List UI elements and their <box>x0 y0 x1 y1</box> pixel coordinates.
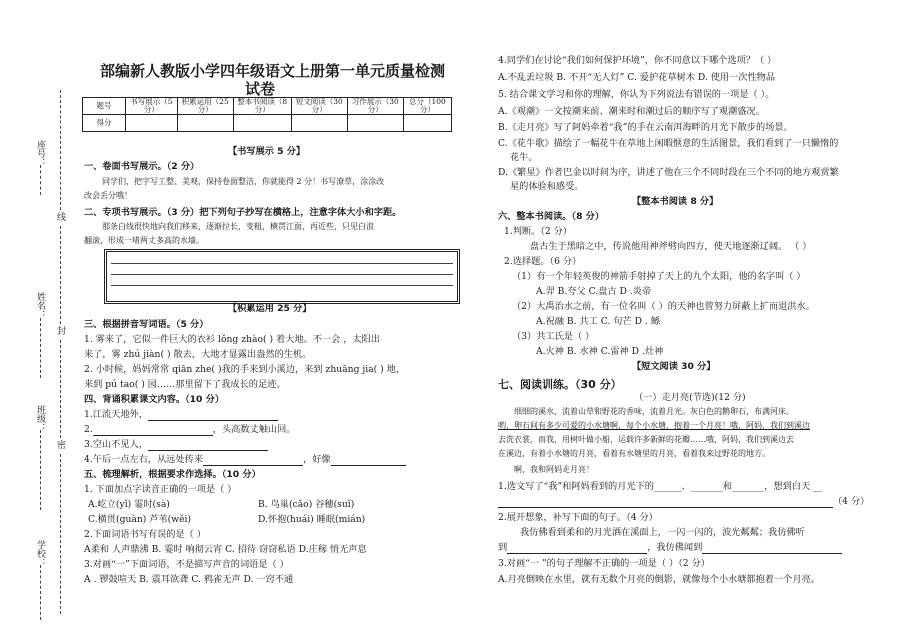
option-d[interactable]: D.怀抱(huái) 睡眠(mián) <box>258 514 366 525</box>
answer-blank[interactable] <box>702 542 842 554</box>
copy-writing-box[interactable] <box>104 249 460 304</box>
option-c[interactable]: C.《花牛歌》描绘了一幅花牛在草地上闲暇惬意的生活图景，我们看到了一只懒惰的 <box>498 138 839 149</box>
recite-prompt: 4.午后一点左右，从远处传来 <box>84 454 204 465</box>
option-b[interactable]: B.《走月亮》写了阿妈牵着“我”的手在云南洱海畔的月光下散步的场景。 <box>498 122 793 133</box>
answer-line <box>498 542 842 554</box>
mi-char: 密 <box>55 440 65 449</box>
question-text: 1. 雾来了，它似一件巨大的衣衫 lǒng zhào( ) 着大地。不一会 ，太阳出 <box>84 334 380 345</box>
table-header: 积累运用（25分） <box>177 98 233 115</box>
question-heading: 四、背诵积累课文内容。（10 分） <box>84 394 225 405</box>
question-text: 来了，雾 zhú jiàn( ) 散去，大地才显露出盎然的生机。 <box>84 349 312 360</box>
option-c-cont: 花牛。 <box>510 152 538 163</box>
question-text: （1）有一个年轻英俊的神箭手射掉了天上的九个太阳，他的名字叫（ ） <box>512 271 806 282</box>
question-text: 同学们，把字写工整、美观，保持卷面整洁，你就能得 2 分！书写潦草，涂涂改 <box>102 177 385 186</box>
table-row <box>83 98 452 115</box>
question-text <box>84 409 278 421</box>
page-title: 部编新人教版小学四年级语文上册第一单元质量检测 <box>100 62 446 80</box>
answer-blank[interactable] <box>507 542 647 554</box>
option-row[interactable]: A . 锣鼓喧天 B. 震耳欲聋 C. 鸦雀无声 D. 一窍不通 <box>84 574 294 585</box>
answer-blank[interactable] <box>148 409 278 421</box>
question-text: 2.展开想象，补写下面的句子。（4 分） <box>498 512 658 523</box>
question-text: 2. 小时候，妈妈常常 qiān zhe( )我的手来到小溪边，来到 zhuāng jia( ) 地， <box>84 364 406 375</box>
score-cell[interactable] <box>126 115 178 132</box>
table-row <box>83 115 452 132</box>
passage-text: 细细的溪水，流着山草和野花的香味，流着月光。灰白色的鹅卵石，布满河床。 <box>514 407 794 416</box>
table-header: 书写展示（5分） <box>126 98 178 115</box>
fold-line <box>60 340 61 438</box>
question-heading: 五、梳理解析，根据要求作选择。（10 分） <box>84 469 261 480</box>
question-heading: 七、阅读训练。（30 分） <box>498 378 622 391</box>
question-text: 盘古生于黑暗之中，传说他用神斧劈向四方，使天地逐渐辽阔。 （ ） <box>530 241 812 252</box>
option-row[interactable]: A.祝融 B. 共工 C. 句芒 D . 鲧 <box>536 316 660 327</box>
answer-blank[interactable] <box>93 424 213 436</box>
option-d[interactable]: D.《繁星》作者巴金以时间为序，讲述了他在三个不同时段在三个不同的地方观赏繁 <box>498 167 839 178</box>
binding-line <box>40 318 41 378</box>
passage-text: 去洗衣裳，而我，用树叶做小船，运载许多新鲜的花瓣……哦，阿妈，我们到溪边去 <box>498 435 794 444</box>
question-text: 4.同学们在讨论“我们如何保护环境”，你不同意以下哪个选项？（ ） <box>498 55 777 66</box>
fold-line <box>60 226 61 324</box>
question-heading: 六、整本书阅读。（8 分） <box>498 211 605 222</box>
question-text: 1. 下面加点字读音正确的一项是（ ） <box>84 484 237 495</box>
option-row[interactable]: A.不乱丢垃圾 B. 不开“无人灯” C. 爱护花草树木 D. 使用一次性物品 <box>498 72 776 83</box>
recite-prompt: 1.江流天地外， <box>84 409 148 420</box>
option-row[interactable]: A.羿 B.夸父 C.盘古 D .炎帝 <box>536 286 652 297</box>
page-title-line2: 试卷 <box>245 80 276 98</box>
option-a[interactable]: A.屹立(yǐ) 霎时(sà) <box>88 499 170 510</box>
question-text <box>84 424 295 436</box>
answer-blank[interactable] <box>148 439 268 451</box>
name-label: 姓名： <box>35 292 45 319</box>
fold-line <box>60 454 61 614</box>
binding-line <box>40 165 41 195</box>
score-cell[interactable] <box>177 115 233 132</box>
question-heading: 一、卷面书写展示。（2 分） <box>84 161 200 172</box>
recite-prompt: ，头高数丈触山回。 <box>212 424 296 435</box>
score-cell[interactable] <box>233 115 291 132</box>
recite-prompt: 2. <box>84 424 93 435</box>
passage-title: （一）走月亮(节选)(12 分) <box>634 392 746 403</box>
writing-line <box>111 274 453 275</box>
section-header: 【整本书阅读 8 分】 <box>632 196 719 207</box>
score-cell[interactable] <box>347 115 403 132</box>
fold-line <box>60 90 61 210</box>
option-c[interactable]: C.横贯(guàn) 芦苇(wěi) <box>88 514 192 525</box>
section-header: 【书写展示 5 分】 <box>228 146 306 157</box>
question-text: 5. 结合课文学习和你的理解，你认为下列说法有错误的一项是（ ）。 <box>498 89 775 100</box>
question-text <box>84 454 406 466</box>
writing-line <box>111 285 453 286</box>
question-text <box>84 439 268 451</box>
table-header: 习作展示（30分） <box>347 98 403 115</box>
question-text: 我仿佛看到柔和的月光洒在溪面上，一闪一闪的，波光粼粼；我仿佛听 <box>520 527 805 538</box>
option-row[interactable]: A.火神 B. 水神 C.雷神 D .灶神 <box>536 346 664 357</box>
option-row[interactable]: A柔和 人声鼎沸 B. 霎时 响彻云宵 C. 招待 窃窃私语 D.庄稼 悄无声息 <box>84 544 367 555</box>
table-header: 题号 <box>83 98 126 115</box>
prompt-text: 到 <box>498 542 508 553</box>
question-text: 2.下面词语书写有误的是（ ） <box>84 529 206 540</box>
question-text: 那条白线很快地向我们移来，逐渐拉长，变粗，横贯江面，再近些，只见白浪 <box>102 222 374 231</box>
score-cell[interactable] <box>291 115 347 132</box>
table-cell: 得分 <box>83 115 126 132</box>
question-text: 来到 pú tao( ) 园……那里留下了我成长的足迹。 <box>84 379 286 390</box>
table-header: 整本书阅读（8分） <box>233 98 291 115</box>
question-text: （2）大禹治水之前，有一位名叫（ ）的天神也曾努力屏蔽上扩而退洪水。 <box>512 301 815 312</box>
section-header: 【短文阅读 30 分】 <box>632 361 716 372</box>
recite-prompt: ，好像 <box>303 454 331 465</box>
answer-blank[interactable] <box>498 496 833 508</box>
line-char: 线 <box>55 212 65 221</box>
score-table <box>82 97 452 132</box>
binding-line <box>40 430 41 510</box>
school-label: 学校： <box>35 540 45 567</box>
seal-char: 封 <box>55 326 65 335</box>
table-header: 短文阅读（30分） <box>291 98 347 115</box>
question-text: 翻滚，形成一堵两丈多高的水墙。 <box>84 236 204 245</box>
option-a[interactable]: A.月亮倒映在水里，就有无数个月亮的倒影，就像每个小水塘都抱着一个月亮。 <box>498 574 820 585</box>
answer-line[interactable] <box>498 496 869 508</box>
passage-text: 在溪边，有着小水塘的月亮，看着有水塘里的月亮，看着我来过野花的地方。 <box>498 449 770 458</box>
table-header: 总分（100分） <box>403 98 451 115</box>
question-text: 1.选文写了“我”和阿妈看到的月光下的______、_______和_______，想到白天 __ <box>498 481 823 492</box>
binding-line <box>40 565 41 620</box>
section-header: 【积累运用 25 分】 <box>228 303 312 314</box>
answer-blank[interactable] <box>203 454 303 466</box>
question-text: 1.判断。（2 分） <box>504 226 573 237</box>
question-text: 改会丢分哦！ <box>84 191 132 200</box>
class-label: 班级： <box>35 405 45 432</box>
passage-text: 哟，卵石间有多少可爱的小水塘啊，每个小水塘，抱着一个月亮！哦，阿妈，我们到溪边 <box>498 421 810 430</box>
passage-text: 啊，我和阿妈走月亮！ <box>514 465 594 474</box>
recite-prompt: 3.空山不见人， <box>84 439 148 450</box>
points-label: （4 分） <box>833 496 870 507</box>
question-text: 3.对画“一”下面词语，不是描写声音的词语是（ ） <box>84 559 289 570</box>
writing-line <box>111 263 453 264</box>
option-d-cont: 星的体验和感受。 <box>510 181 584 192</box>
answer-blank[interactable] <box>331 454 406 466</box>
question-heading: 三、根据拼音写词语。（5 分） <box>84 319 209 330</box>
question-text: 3.对画“一 ”的句子理解不正确的一项是（ ）（2 分） <box>498 558 710 569</box>
question-text: （3）共工氏是（ ） <box>512 331 595 342</box>
prompt-text: ，我仿佛闻到 <box>647 542 703 553</box>
question-text: 2.选择题。（6 分） <box>504 256 582 267</box>
option-a[interactable]: A.《观潮》一文按潮来前、潮来时和潮过后的顺序写了观潮盛况。 <box>498 106 765 117</box>
option-b[interactable]: B. 鸟巢(cǎo) 谷穗(suǐ) <box>258 499 355 510</box>
seat-label: 座号： <box>35 140 45 167</box>
score-cell[interactable] <box>403 115 451 132</box>
question-heading: 二、专项书写展示。（3 分）把下列句子抄写在横格上，注意字体大小和字距。 <box>84 207 402 218</box>
